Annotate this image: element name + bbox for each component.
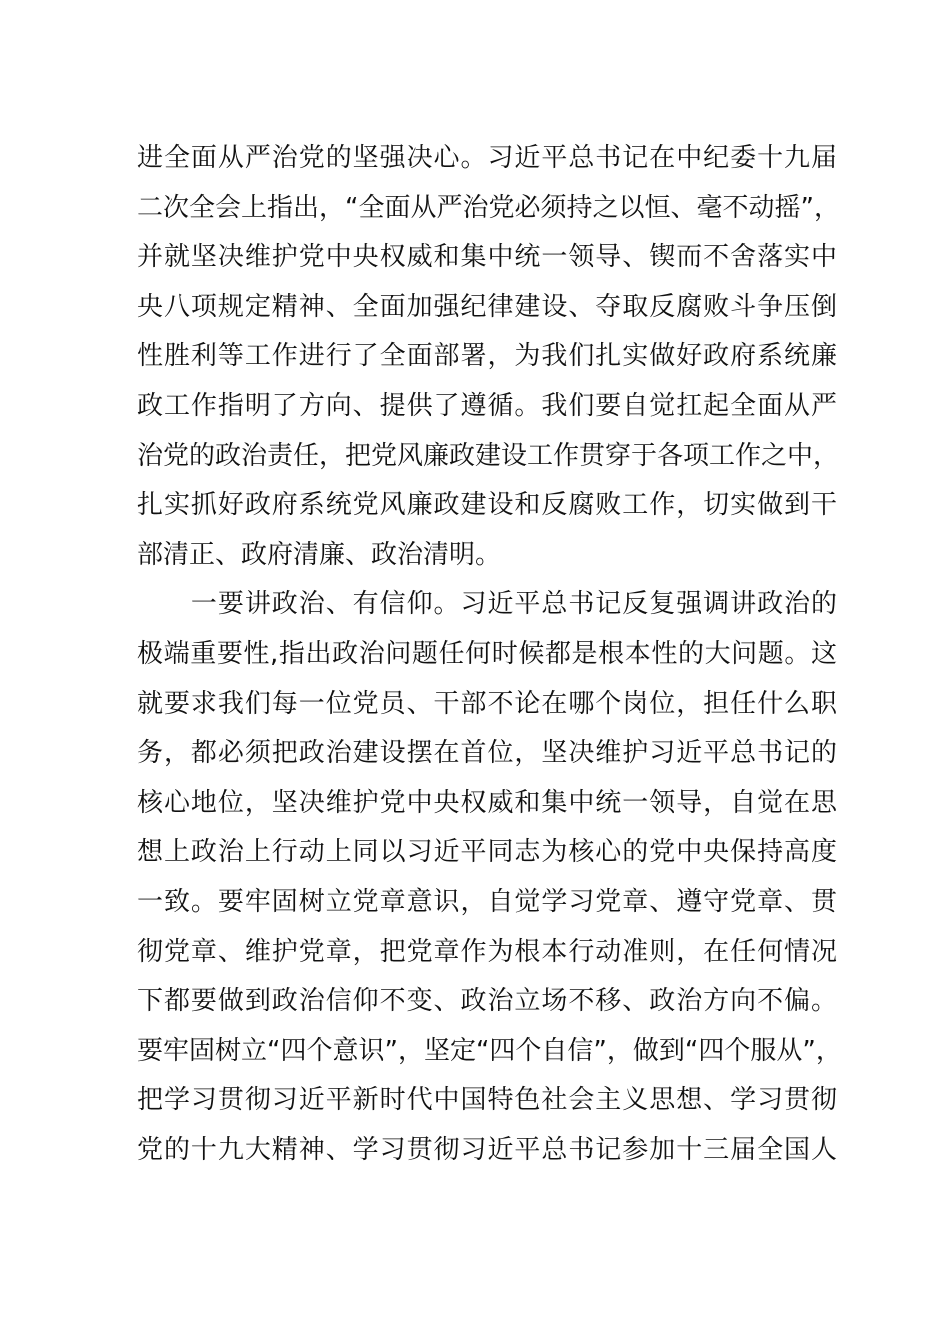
- text-line-19: 要牢固树立“四个意识”，坚定“四个自信”，做到“四个服从”，: [137, 1035, 842, 1066]
- text-line-16: 一致。要牢固树立党章意识，自觉学习党章、遵守党章、贯: [137, 886, 837, 917]
- text-line-12: 就要求我们每一位党员、干部不论在哪个岗位，担任什么职: [137, 688, 837, 719]
- text-line-2: 二次全会上指出，“全面从严治党必须持之以恒、毫不动摇”，: [137, 192, 840, 223]
- text-line-21: 党的十九大精神、学习贯彻习近平总书记参加十三届全国人: [137, 1134, 837, 1165]
- text-line-18: 下都要做到政治信仰不变、政治立场不移、政治方向不偏。: [137, 986, 837, 1017]
- text-line-9: 部清正、政府清廉、政治清明。: [137, 539, 502, 570]
- text-line-6: 政工作指明了方向、提供了遵循。我们要自觉扛起全面从严: [137, 390, 837, 421]
- text-line-8: 扎实抓好政府系统党风廉政建设和反腐败工作，切实做到干: [137, 490, 837, 521]
- text-line-4: 央八项规定精神、全面加强纪律建设、夺取反腐败斗争压倒: [137, 291, 837, 322]
- text-line-10: 一要讲政治、有信仰。习近平总书记反复强调讲政治的: [137, 589, 837, 620]
- text-line-11: 极端重要性,指出政治问题任何时候都是根本性的大问题。这: [137, 638, 837, 669]
- text-line-7: 治党的政治责任，把党风廉政建设工作贯穿于各项工作之中，: [137, 440, 840, 471]
- text-line-15: 想上政治上行动上同以习近平同志为核心的党中央保持高度: [137, 837, 837, 868]
- text-line-20: 把学习贯彻习近平新时代中国特色社会主义思想、学习贯彻: [137, 1085, 837, 1116]
- text-line-5: 性胜利等工作进行了全面部署，为我们扎实做好政府系统廉: [137, 341, 837, 372]
- body-text: [137, 134, 842, 1175]
- text-line-3: 并就坚决维护党中央权威和集中统一领导、锲而不舍落实中: [137, 242, 837, 273]
- text-line-1: 进全面从严治党的坚强决心。习近平总书记在中纪委十九届: [137, 143, 837, 173]
- text-line-13: 务，都必须把政治建设摆在首位，坚决维护习近平总书记的: [137, 738, 837, 769]
- text-line-14: 核心地位，坚决维护党中央权威和集中统一领导，自觉在思: [137, 787, 837, 818]
- text-line-17: 彻党章、维护党章，把党章作为根本行动准则，在任何情况: [137, 936, 837, 967]
